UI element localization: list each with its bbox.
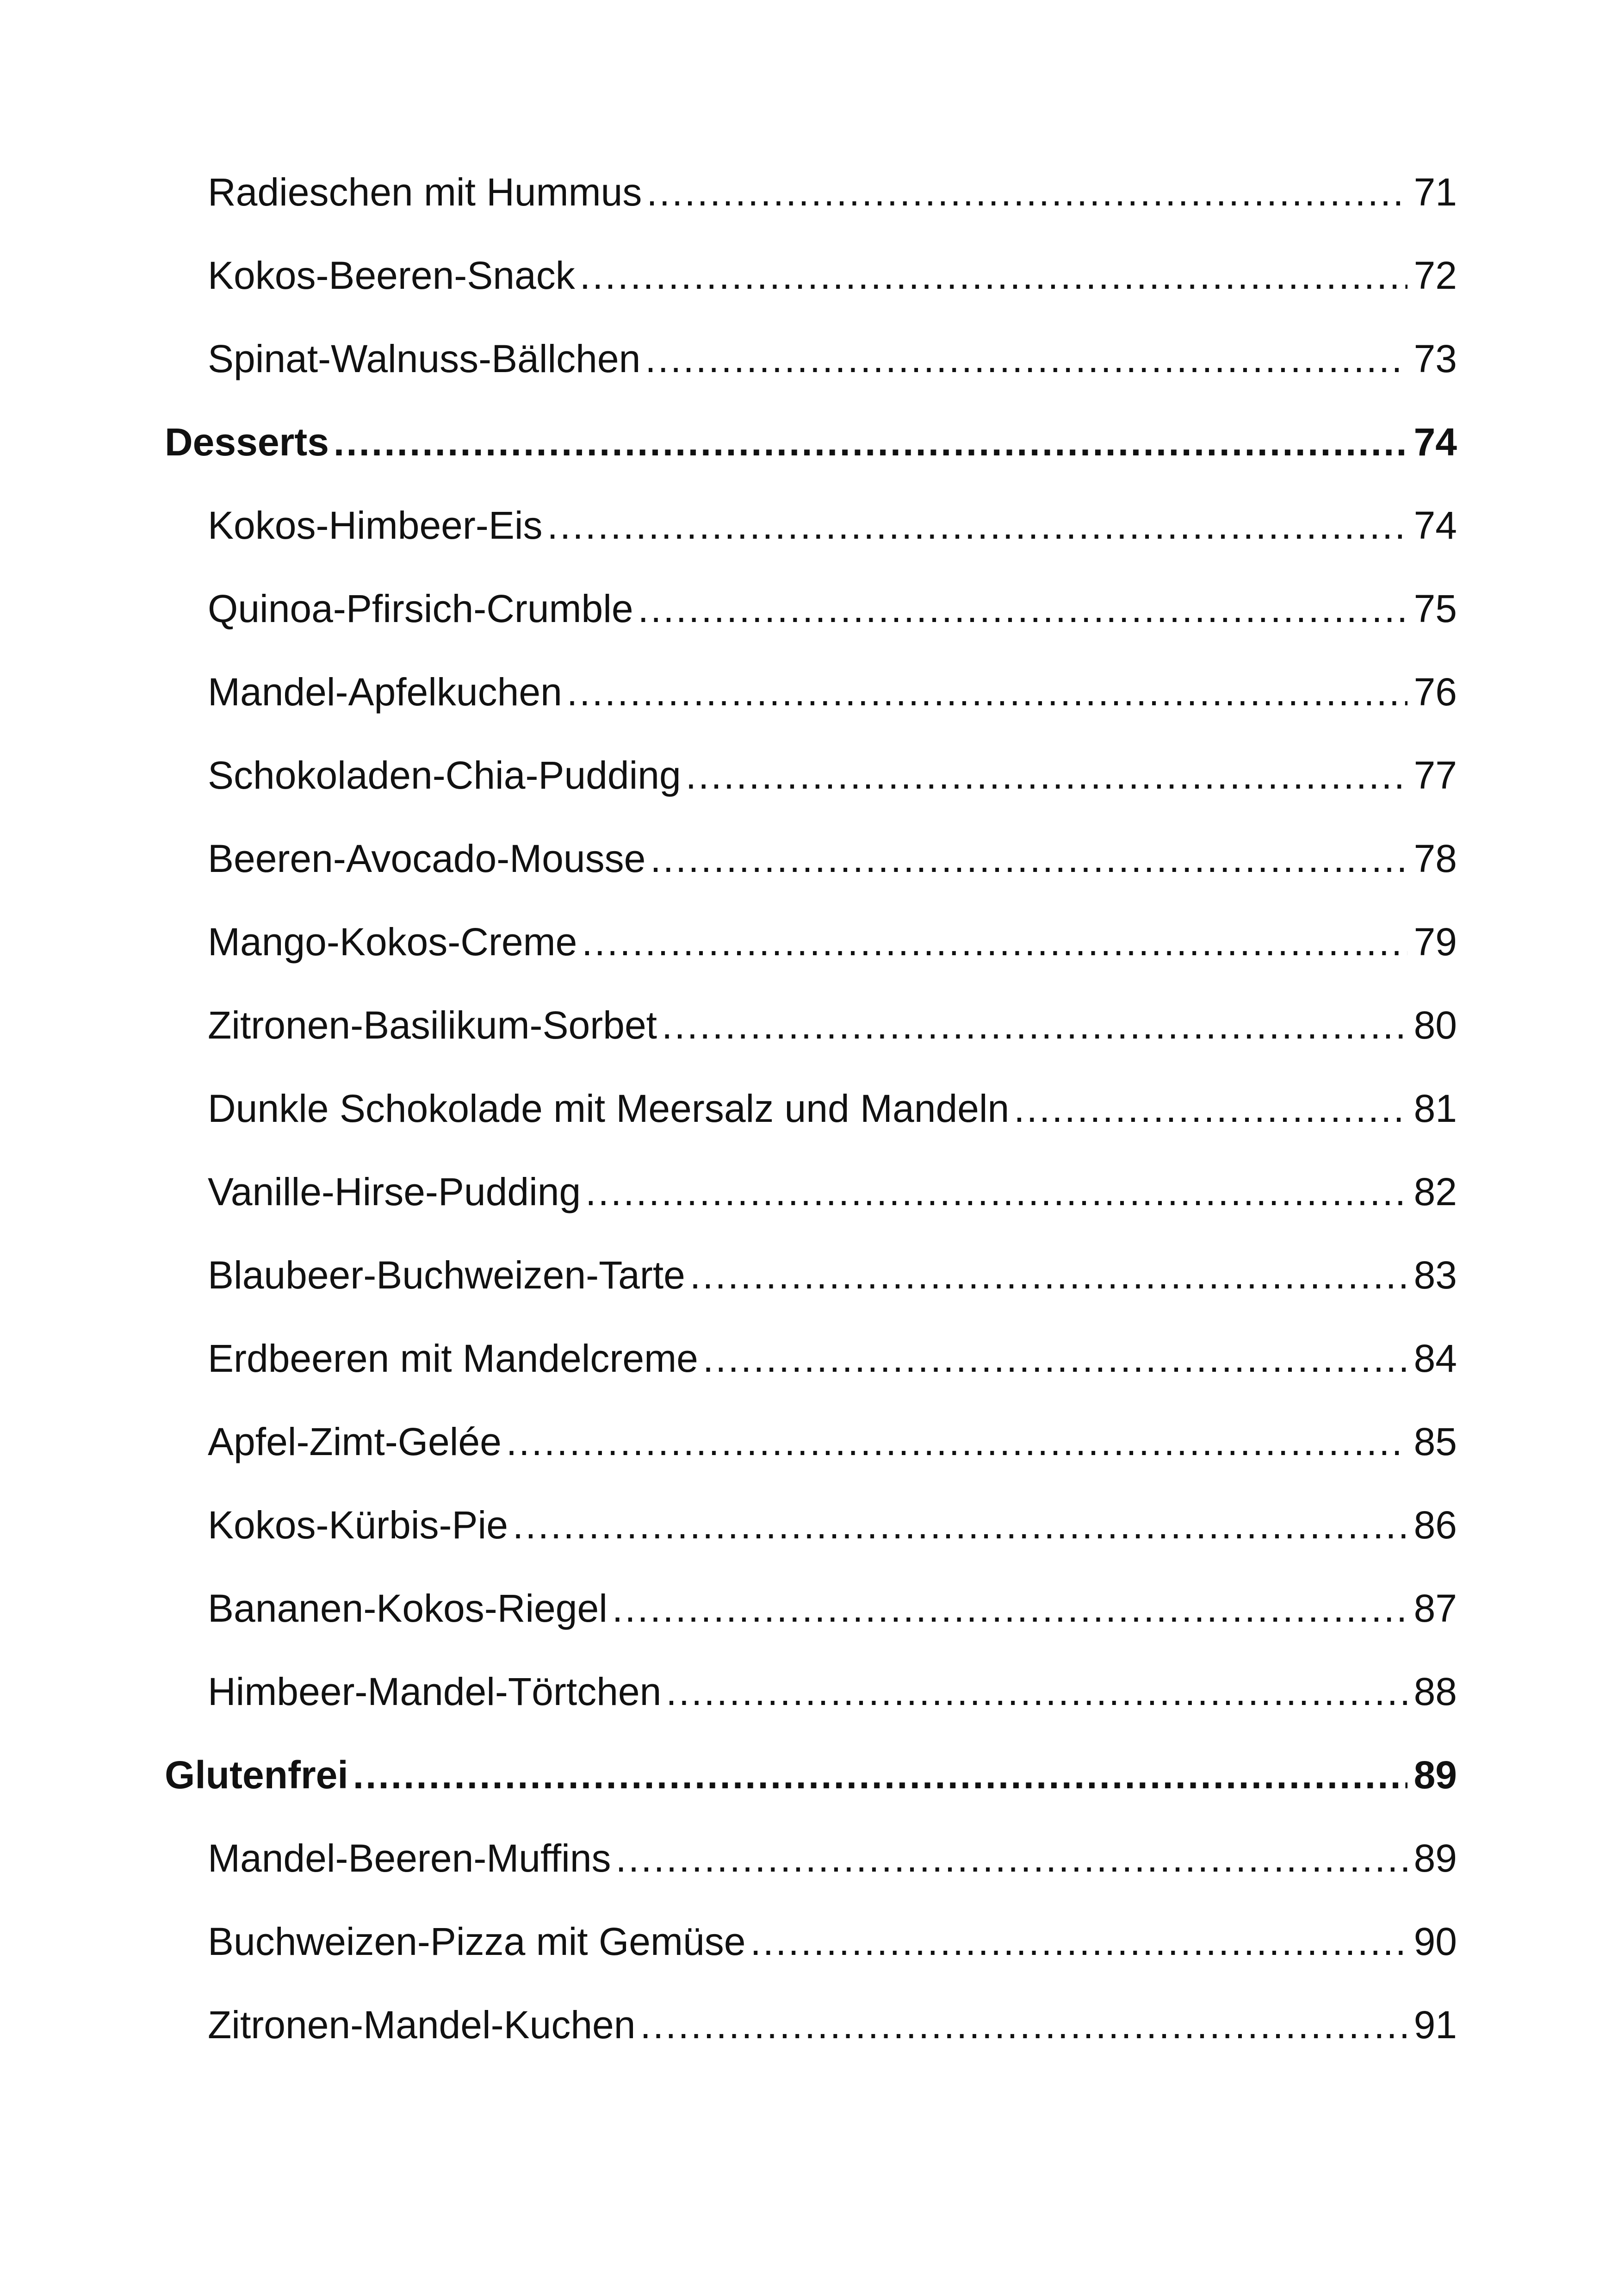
toc-page-number: 85 [1413,1420,1457,1463]
toc-dot-leader [750,1911,1407,1972]
toc-dot-leader [612,1578,1407,1638]
toc-entry-title: Schokoladen-Chia-Pudding [208,753,681,797]
toc-dot-leader [1014,1078,1407,1139]
toc-page-number: 80 [1413,1003,1457,1047]
toc-entry-title: Radieschen mit Hummus [208,170,642,214]
toc-section-title: Desserts [165,420,329,464]
toc-page-number: 72 [1413,254,1457,297]
toc-entry[interactable] [208,245,1457,305]
toc-dot-leader [686,745,1407,805]
toc-dot-leader [580,245,1407,305]
toc-dot-leader [638,579,1407,639]
toc-page-number: 81 [1413,1087,1457,1130]
toc-page-number: 84 [1413,1337,1457,1380]
toc-section[interactable] [165,412,1457,472]
toc-dot-leader [585,1162,1407,1222]
toc-entry[interactable] [208,579,1457,639]
toc-page-number: 91 [1413,2003,1457,2047]
toc-page-number: 78 [1413,837,1457,880]
toc-entry[interactable] [208,995,1457,1055]
toc-page-number: 79 [1413,920,1457,964]
toc-entry-title: Kokos-Kürbis-Pie [208,1503,508,1547]
toc-page-number: 74 [1413,504,1457,547]
toc-dot-leader [513,1495,1407,1555]
toc-dot-leader [690,1245,1407,1305]
toc-entry-title: Zitronen-Basilikum-Sorbet [208,1003,657,1047]
toc-page-number: 87 [1413,1587,1457,1630]
toc-entry[interactable] [208,1078,1457,1139]
toc-entry-title: Blaubeer-Buchweizen-Tarte [208,1253,685,1297]
toc-dot-leader [703,1328,1407,1388]
toc-entry-title: Spinat-Walnuss-Bällchen [208,337,641,380]
toc-page-number: 77 [1413,753,1457,797]
toc-entry-title: Zitronen-Mandel-Kuchen [208,2003,636,2047]
toc-page-number: 89 [1413,1753,1457,1797]
toc-page-number: 86 [1413,1503,1457,1547]
toc-entry[interactable] [208,162,1457,222]
toc-entry[interactable] [208,1162,1457,1222]
toc-dot-leader [650,828,1407,889]
toc-entry[interactable] [208,912,1457,972]
toc-entry[interactable] [208,828,1457,889]
toc-page-number: 90 [1413,1920,1457,1963]
toc-page-number: 89 [1413,1836,1457,1880]
toc-entry-title: Apfel-Zimt-Gelée [208,1420,502,1463]
toc-dot-leader [547,495,1407,555]
toc-dot-leader [646,162,1407,222]
toc-entry-title: Vanille-Hirse-Pudding [208,1170,581,1213]
toc-entry-title: Mango-Kokos-Creme [208,920,577,964]
toc-entry[interactable] [208,495,1457,555]
toc-page-number: 82 [1413,1170,1457,1213]
toc-entry-title: Mandel-Beeren-Muffins [208,1836,611,1880]
toc-page-number: 88 [1413,1670,1457,1713]
toc-dot-leader [616,1828,1407,1888]
toc-entry[interactable] [208,1412,1457,1472]
toc-page-number: 71 [1413,170,1457,214]
toc-entry-title: Kokos-Himbeer-Eis [208,504,543,547]
toc-entry[interactable] [208,745,1457,805]
toc-dot-leader [662,995,1407,1055]
toc-dot-leader [640,1995,1407,2055]
toc-entry-title: Bananen-Kokos-Riegel [208,1587,608,1630]
toc-entry[interactable] [208,1995,1457,2055]
toc-entry-title: Himbeer-Mandel-Törtchen [208,1670,662,1713]
toc-entry[interactable] [208,329,1457,389]
toc-dot-leader [645,329,1407,389]
toc-dot-leader [353,1745,1407,1805]
toc-entry-title: Beeren-Avocado-Mousse [208,837,646,880]
toc-entry[interactable] [208,1578,1457,1638]
toc-section[interactable] [165,1745,1457,1805]
toc-dot-leader [666,1661,1407,1722]
toc-entry-title: Buchweizen-Pizza mit Gemüse [208,1920,746,1963]
toc-page-number: 75 [1413,587,1457,630]
toc-entry-title: Quinoa-Pfirsich-Crumble [208,587,633,630]
toc-entry[interactable] [208,1245,1457,1305]
toc-entry-title: Dunkle Schokolade mit Meersalz und Mandeln [208,1087,1010,1130]
toc-section-title: Glutenfrei [165,1753,348,1797]
toc-entry-title: Kokos-Beeren-Snack [208,254,575,297]
toc-entry[interactable] [208,1328,1457,1388]
toc-entry[interactable] [208,1911,1457,1972]
toc-dot-leader [506,1412,1407,1472]
toc-page-number: 83 [1413,1253,1457,1297]
toc-entry[interactable] [208,1828,1457,1888]
toc-entry[interactable] [208,662,1457,722]
toc-page-number: 76 [1413,670,1457,714]
toc-dot-leader [567,662,1407,722]
toc-entry[interactable] [208,1495,1457,1555]
toc-page-number: 73 [1413,337,1457,380]
toc-entry[interactable] [208,1661,1457,1722]
toc-dot-leader [334,412,1407,472]
toc-entry-title: Erdbeeren mit Mandelcreme [208,1337,698,1380]
toc-entry-title: Mandel-Apfelkuchen [208,670,562,714]
toc-dot-leader [582,912,1407,972]
toc-page-number: 74 [1413,420,1457,464]
